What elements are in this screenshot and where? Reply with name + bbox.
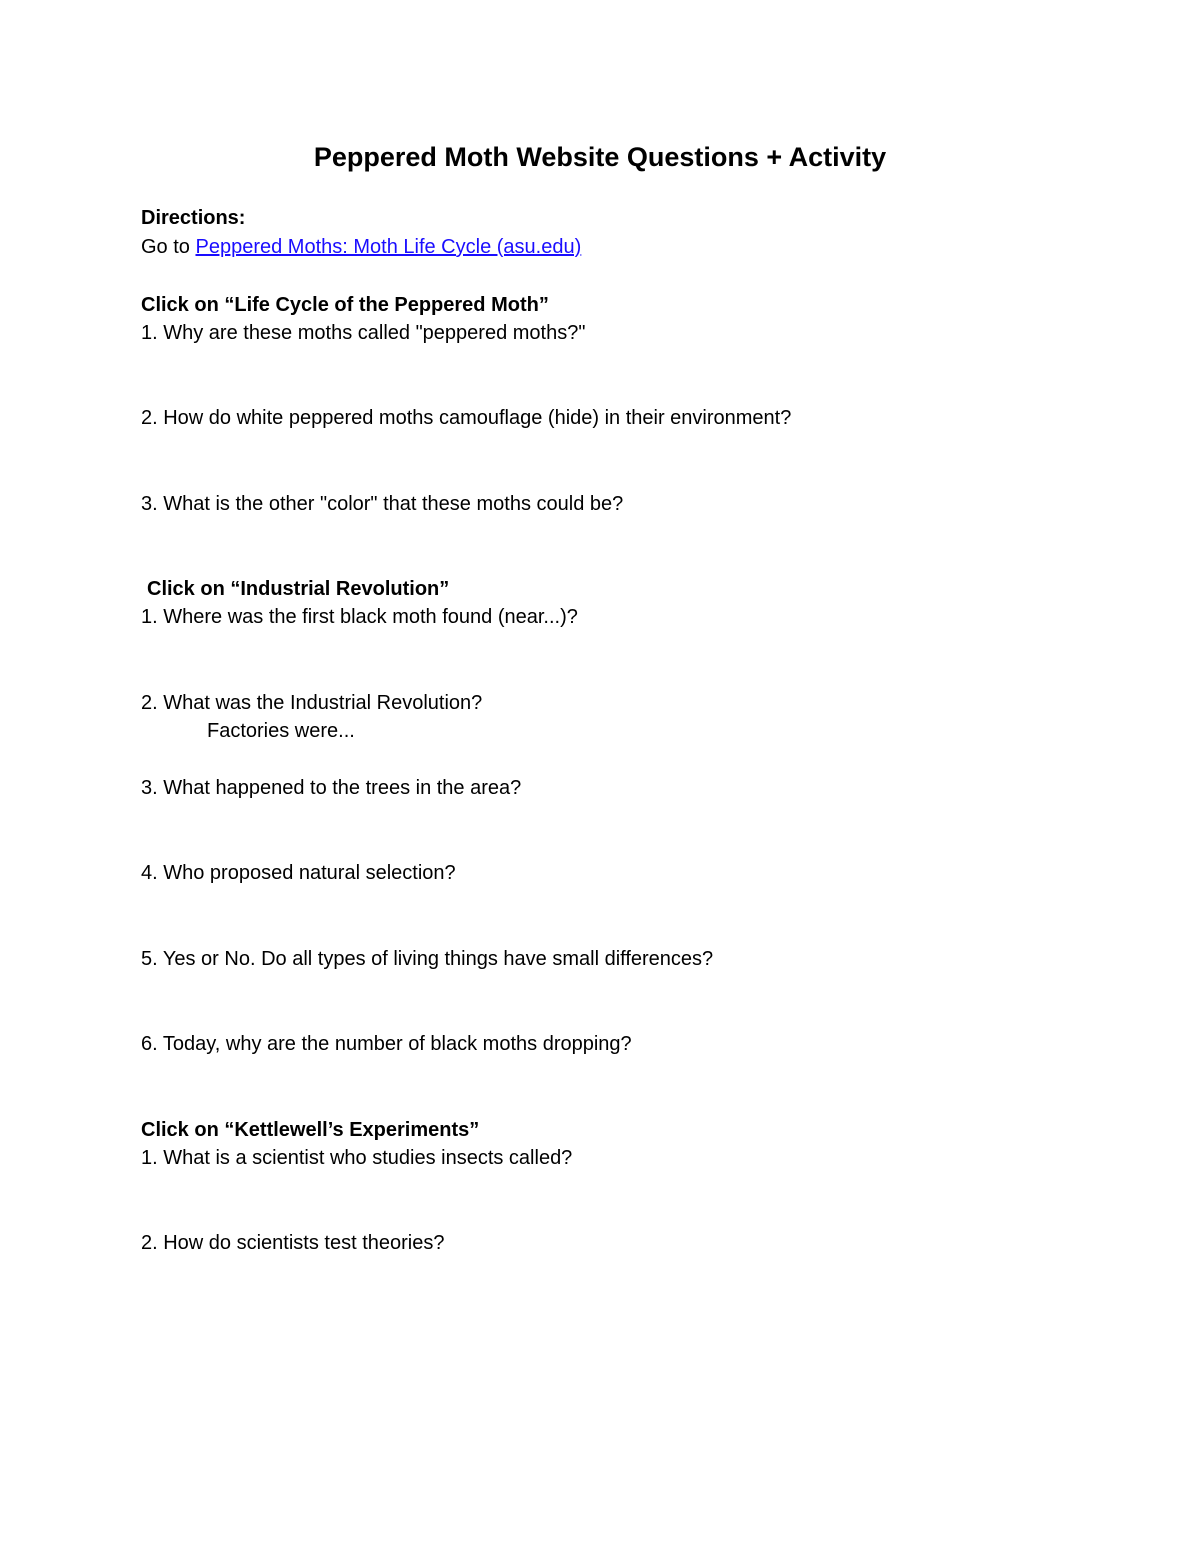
directions-heading: Directions: [141,207,246,229]
question-item: 1. Why are these moths called "peppered moths?" [141,322,586,344]
directions-prefix: Go to [141,236,196,258]
directions-line [141,233,581,261]
question-item: 1. Where was the first black moth found (near...)? [141,606,578,628]
question-item: 5. Yes or No. Do all types of living things have small differences? [141,948,714,970]
question-sub-prompt: Factories were... [207,720,355,742]
question-item: 2. How do white peppered moths camouflage (hide) in their environment? [141,407,792,429]
asu-link[interactable]: Peppered Moths: Moth Life Cycle (asu.edu) [195,236,582,258]
section-heading-kettlewell: Click on “Kettlewell’s Experiments” [141,1119,480,1141]
section-heading-industrial-revolution: Click on “Industrial Revolution” [147,578,450,600]
question-item: 2. What was the Industrial Revolution? [141,692,483,714]
question-item: 6. Today, why are the number of black moths dropping? [141,1033,632,1055]
question-item: 3. What is the other "color" that these moths could be? [141,493,624,515]
question-item: 4. Who proposed natural selection? [141,862,456,884]
question-item: 3. What happened to the trees in the area? [141,777,522,799]
document-title: Peppered Moth Website Questions + Activity [313,142,887,172]
question-item: 1. What is a scientist who studies insects called? [141,1147,573,1169]
question-item: 2. How do scientists test theories? [141,1232,445,1254]
section-heading-life-cycle: Click on “Life Cycle of the Peppered Moth” [141,294,549,316]
